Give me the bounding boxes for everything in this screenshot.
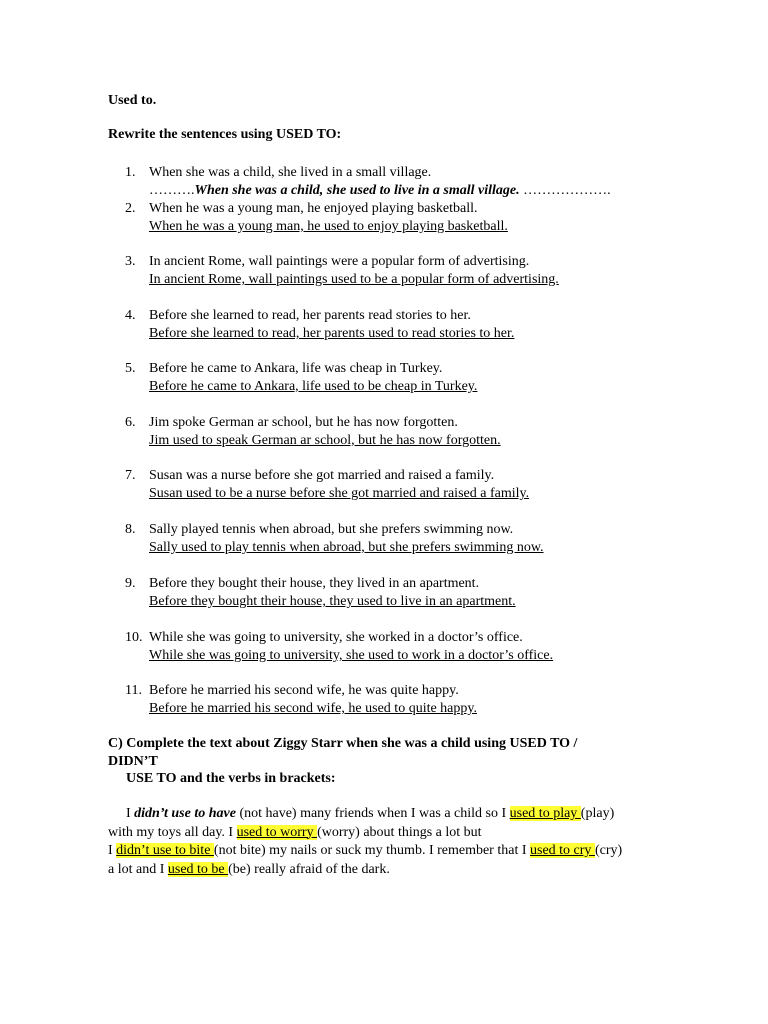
item-number: 9. — [125, 576, 136, 591]
text-run: (play) — [580, 806, 615, 821]
text-run: a lot and I — [108, 861, 168, 877]
text-run: I — [108, 843, 117, 858]
text-run: (worry) about things a lot but — [317, 824, 482, 840]
item-sentence: When he was a young man, he enjoyed playing basketball. — [149, 201, 478, 216]
text-run: (cry) — [594, 843, 623, 858]
item-number: 10. — [125, 630, 143, 645]
item-sentence: Sally played tennis when abroad, but she prefers swimming now. — [149, 522, 514, 537]
item-number: 8. — [125, 522, 136, 537]
answer-text: When she was a child, she used to live in a small village. — [194, 183, 520, 198]
text-run: (not have) many friends when I was a child so I — [235, 806, 510, 821]
item-number: 2. — [125, 201, 136, 216]
section-c-heading-line1: C) Complete the text about Ziggy Starr when she was a child using USED TO / — [108, 736, 578, 751]
item-answer — [149, 182, 611, 200]
item-answer: Sally used to play tennis when abroad, but she prefers swimming now. — [149, 540, 544, 555]
item-sentence: Before he came to Ankara, life was cheap in Turkey. — [149, 361, 443, 376]
example-answer: didn’t use to have — [134, 806, 236, 821]
item-sentence: Before she learned to read, her parents read stories to her. — [149, 308, 471, 323]
item-number: 4. — [125, 308, 136, 323]
item-sentence: Before he married his second wife, he was quite happy. — [149, 683, 459, 698]
item-sentence: In ancient Rome, wall paintings were a popular form of advertising. — [149, 254, 530, 269]
text-run: (be) really afraid of the dark. — [228, 861, 390, 877]
page-title: Used to. — [108, 93, 157, 108]
item-sentence: Jim spoke German ar school, but he has now forgotten. — [149, 415, 458, 430]
item-sentence: Susan was a nurse before she got married and raised a family. — [149, 468, 495, 483]
highlighted-answer: used to worry — [236, 824, 318, 840]
item-number: 1. — [125, 165, 136, 180]
item-answer: While she was going to university, she used to work in a doctor’s office. — [149, 648, 554, 663]
item-answer: Before he married his second wife, he used to quite happy. — [149, 701, 477, 716]
paragraph-line — [108, 861, 668, 880]
section-c-heading-line3: USE TO and the verbs in brackets: — [126, 771, 336, 786]
text-run: (not bite) my nails or suck my thumb. I remember that I — [213, 843, 530, 858]
paragraph-line — [108, 842, 668, 861]
item-answer: In ancient Rome, wall paintings used to be a popular form of advertising. — [149, 272, 559, 287]
item-answer: Susan used to be a nurse before she got married and raised a family. — [149, 486, 530, 501]
text-run: I — [126, 806, 135, 821]
item-number: 7. — [125, 468, 136, 483]
trailing-dots: ………………. — [519, 183, 611, 198]
item-number: 5. — [125, 361, 136, 376]
highlighted-answer: used to be — [167, 861, 229, 877]
paragraph-line — [108, 805, 668, 824]
leading-dots: ………. — [149, 183, 195, 198]
highlighted-answer: didn’t use to bite — [116, 843, 214, 858]
item-answer: Before she learned to read, her parents used to read stories to her. — [149, 326, 515, 341]
item-sentence: When she was a child, she lived in a small village. — [149, 165, 432, 180]
item-answer: Before he came to Ankara, life used to be cheap in Turkey. — [149, 379, 478, 394]
item-answer: Before they bought their house, they used to live in an apartment. — [149, 594, 516, 609]
instruction: Rewrite the sentences using USED TO: — [108, 127, 342, 142]
highlighted-answer: used to play — [509, 806, 581, 821]
item-number: 6. — [125, 415, 136, 430]
item-answer: Jim used to speak German ar school, but he has now forgotten. — [149, 433, 501, 448]
highlighted-answer: used to cry — [530, 843, 595, 858]
item-number: 3. — [125, 254, 136, 269]
item-sentence: Before they bought their house, they lived in an apartment. — [149, 576, 480, 591]
item-answer: When he was a young man, he used to enjoy playing basketball. — [149, 219, 508, 234]
exercise-paragraph — [108, 805, 668, 879]
item-number: 11. — [125, 683, 142, 698]
section-c-heading-line2: DIDN’T — [108, 754, 158, 769]
paragraph-line — [108, 824, 668, 843]
item-sentence: While she was going to university, she worked in a doctor’s office. — [149, 630, 523, 645]
section-c-heading — [108, 735, 668, 771]
text-run: with my toys all day. I — [108, 824, 237, 840]
